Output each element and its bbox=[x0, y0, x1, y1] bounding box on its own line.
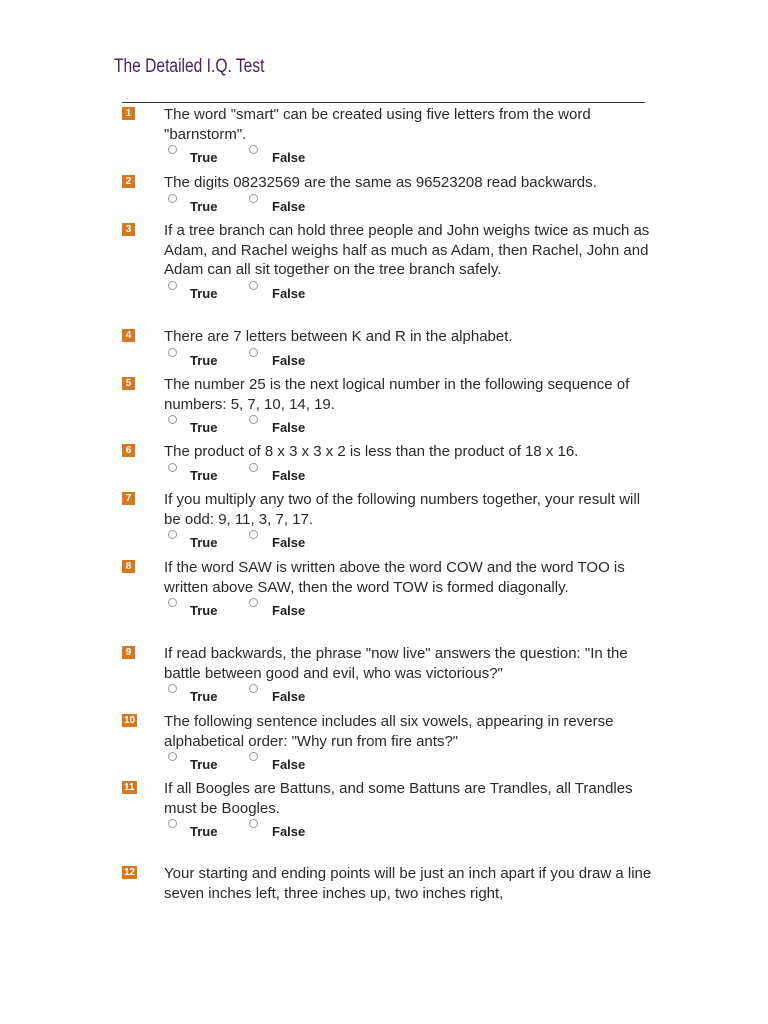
true-label[interactable]: True bbox=[190, 198, 218, 214]
answer-options bbox=[168, 683, 652, 707]
false-radio[interactable] bbox=[249, 598, 258, 607]
page-title: The Detailed I.Q. Test bbox=[114, 56, 265, 77]
answer-options bbox=[168, 818, 652, 842]
question-text: The following sentence includes all six vowels, appearing in reverse alphabetical order: "Why run from fire ants?" bbox=[164, 713, 614, 750]
question-3 bbox=[122, 221, 652, 304]
question-text: There are 7 letters between K and R in the alphabet. bbox=[164, 328, 513, 345]
true-radio[interactable] bbox=[168, 145, 177, 154]
false-label[interactable]: False bbox=[272, 352, 306, 368]
question-number-badge: 3 bbox=[122, 223, 135, 236]
false-label[interactable]: False bbox=[272, 285, 306, 301]
question-1 bbox=[122, 105, 652, 168]
false-radio[interactable] bbox=[249, 463, 258, 472]
question-text: Your starting and ending points will be just an inch apart if you draw a line seven inches left, three inches up, two inches right, bbox=[164, 865, 652, 902]
true-label[interactable]: True bbox=[190, 757, 218, 772]
question-text: The word "smart" can be created using five letters from the word "barnstorm". bbox=[164, 106, 591, 143]
true-label[interactable]: True bbox=[190, 824, 218, 839]
true-radio[interactable] bbox=[168, 194, 177, 203]
true-radio[interactable] bbox=[168, 598, 177, 607]
true-radio[interactable] bbox=[168, 415, 177, 424]
true-label[interactable]: True bbox=[190, 689, 218, 704]
question-number-badge: 2 bbox=[122, 175, 135, 188]
question-number-badge: 1 bbox=[122, 107, 135, 120]
false-label[interactable]: False bbox=[272, 689, 306, 704]
false-radio[interactable] bbox=[249, 415, 258, 424]
question-8 bbox=[122, 558, 652, 621]
true-label[interactable]: True bbox=[190, 467, 218, 483]
false-radio[interactable] bbox=[249, 819, 258, 828]
question-number-badge: 7 bbox=[122, 492, 135, 505]
false-label[interactable]: False bbox=[272, 824, 306, 839]
false-radio[interactable] bbox=[249, 281, 258, 290]
question-text: If the word SAW is written above the word COW and the word TOO is written above SAW, then the word TOW is formed diagonally. bbox=[164, 559, 625, 596]
false-label[interactable]: False bbox=[272, 757, 306, 772]
false-radio[interactable] bbox=[249, 194, 258, 203]
answer-options bbox=[168, 751, 652, 775]
question-text: If a tree branch can hold three people and John weighs twice as much as Adam, and Rachel weighs half as much as Adam, then Rachel, John and Adam can all sit together on the tree branch safely. bbox=[164, 222, 650, 278]
question-5 bbox=[122, 375, 652, 438]
false-label[interactable]: False bbox=[272, 198, 306, 214]
true-radio[interactable] bbox=[168, 348, 177, 357]
question-2 bbox=[122, 173, 652, 217]
question-9 bbox=[122, 644, 652, 707]
question-11 bbox=[122, 779, 652, 842]
answer-options bbox=[168, 347, 652, 371]
question-text: The digits 08232569 are the same as 96523208 read backwards. bbox=[164, 174, 597, 191]
true-radio[interactable] bbox=[168, 530, 177, 539]
true-radio[interactable] bbox=[168, 752, 177, 761]
question-text: If read backwards, the phrase "now live" answers the question: "In the battle between good and evil, who was victorious?" bbox=[164, 645, 628, 682]
answer-options bbox=[168, 193, 652, 217]
false-radio[interactable] bbox=[249, 348, 258, 357]
question-10 bbox=[122, 712, 652, 775]
question-number-badge: 8 bbox=[122, 560, 135, 573]
answer-options bbox=[168, 280, 652, 304]
question-text: If all Boogles are Battuns, and some Battuns are Trandles, all Trandles must be Boogles. bbox=[164, 780, 633, 817]
answer-options bbox=[168, 462, 652, 486]
true-label[interactable]: True bbox=[190, 285, 218, 301]
false-label[interactable]: False bbox=[272, 420, 306, 435]
answer-options bbox=[168, 144, 652, 168]
question-12 bbox=[122, 864, 652, 903]
title-divider bbox=[122, 102, 645, 103]
false-radio[interactable] bbox=[249, 752, 258, 761]
question-text: If you multiply any two of the following numbers together, your result will be odd: 9, 11, 3, 7, 17. bbox=[164, 491, 641, 528]
answer-options bbox=[168, 529, 652, 553]
true-label[interactable]: True bbox=[190, 603, 218, 618]
question-7 bbox=[122, 490, 652, 553]
true-radio[interactable] bbox=[168, 684, 177, 693]
true-radio[interactable] bbox=[168, 281, 177, 290]
question-number-badge: 11 bbox=[124, 782, 135, 793]
question-text: The number 25 is the next logical number in the following sequence of numbers: 5, 7, 10, 14, 19. bbox=[164, 376, 630, 413]
true-label[interactable]: True bbox=[190, 352, 218, 368]
true-label[interactable]: True bbox=[190, 535, 218, 550]
true-radio[interactable] bbox=[168, 819, 177, 828]
true-label[interactable]: True bbox=[190, 420, 218, 435]
question-number-badge: 9 bbox=[122, 646, 135, 659]
false-label[interactable]: False bbox=[272, 535, 306, 550]
answer-options bbox=[168, 597, 652, 621]
false-label[interactable]: False bbox=[272, 467, 306, 483]
true-label[interactable]: True bbox=[190, 150, 218, 165]
false-radio[interactable] bbox=[249, 530, 258, 539]
question-text: The product of 8 x 3 x 3 x 2 is less than the product of 18 x 16. bbox=[164, 443, 579, 460]
question-number-badge: 12 bbox=[124, 867, 136, 878]
false-label[interactable]: False bbox=[272, 603, 306, 618]
false-radio[interactable] bbox=[249, 145, 258, 154]
answer-options bbox=[168, 414, 652, 438]
question-6 bbox=[122, 442, 652, 486]
question-4 bbox=[122, 327, 652, 371]
question-number-badge: 5 bbox=[122, 377, 135, 390]
true-radio[interactable] bbox=[168, 463, 177, 472]
false-label[interactable]: False bbox=[272, 150, 306, 165]
question-number-badge: 10 bbox=[124, 715, 136, 726]
false-radio[interactable] bbox=[249, 684, 258, 693]
question-number-badge: 6 bbox=[122, 444, 135, 457]
question-number-badge: 4 bbox=[122, 329, 135, 342]
